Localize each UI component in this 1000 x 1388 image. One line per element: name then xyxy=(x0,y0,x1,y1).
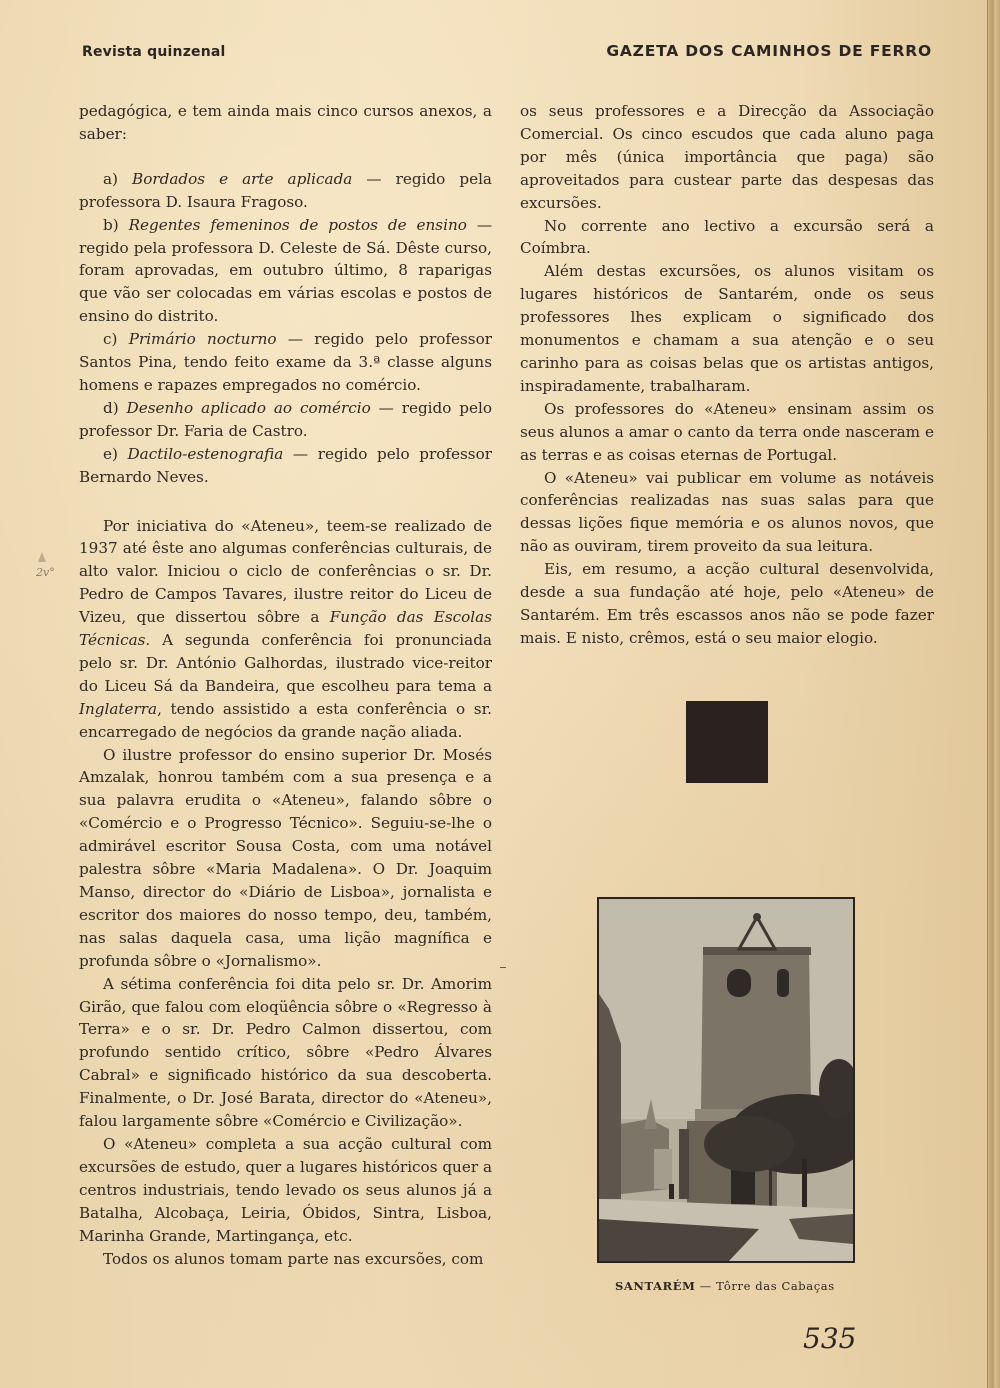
margin-annotation: 2v° xyxy=(36,566,55,579)
summary-paragraph: Eis, em resumo, a acção cultural desenvolvida, desde a sua fundação até hoje, pelo «Ateneu» de Santarém. Em três escassos anos não se pode fazer mais. E nisto, crêmos, está o seu maior elogio. xyxy=(520,560,934,647)
dark-square-block xyxy=(686,701,768,783)
margin-caret-mark xyxy=(38,552,46,562)
italic-title: Inglaterra xyxy=(79,699,158,718)
course-title: Bordados e arte aplicada xyxy=(132,169,353,188)
excursions-paragraph: O «Ateneu» completa a sua acção cultural com excursões de estudo, quer a lugares históricos quer a centros industriais, tendo levado os seus alunos já a Batalha, Alcobaça, Leiria, Óbidos, Sintra, Lisboa, Marinha Grande, Martingança, etc. xyxy=(79,1134,492,1245)
continuation-paragraph: os seus professores e a Direcção da Associação Comercial. Os cinco escudos que cada aluno paga por mês (única importância que paga) são aproveitados para custear parte das despesas das excursões. xyxy=(520,102,934,212)
course-title: Primário nocturno xyxy=(128,330,277,349)
left-column xyxy=(79,100,492,1270)
coimbra-paragraph: No corrente ano lectivo a excursão será a Coímbra. xyxy=(520,216,934,258)
course-title: Dactilo-estenografia xyxy=(127,444,284,463)
seventh-conference-paragraph: A sétima conferência foi dita pelo sr. Dr. Amorim Girão, que falou com eloqüência sôbre o «Regresso à Terra» e o sr. Dr. Pedro Calmon dissertou, com profundo sentido crítico, sôbre «Pedro Álvares Cabral» e significado histórico da sua descoberta. Finalmente, o Dr. José Barata, director do «Ateneu», falou largamente sôbre «Comércio e Civilização». xyxy=(79,974,492,1131)
course-text: — regido pela professora D. Isaura Fragoso. xyxy=(79,169,492,211)
stray-ink-mark xyxy=(500,967,506,968)
caption-place: SANTARÉM xyxy=(615,1279,696,1293)
tower-photograph xyxy=(597,897,855,1263)
text-run: Por iniciativa do «Ateneu», teem-se realizado de 1937 até êste ano algumas conferências culturais, de alto valor. Iniciou o ciclo de conferências o sr. Dr. Pedro de Campos Tavares, ilustre reitor do Liceu de Vizeu, que dissertou sôbre a xyxy=(79,516,492,627)
santarem-visits-paragraph: Além destas excursões, os alunos visitam os lugares históricos de Santarém, onde os seus professores lhes explicam o significado dos monumentos e chamam a sua atenção e o seu carinho para as coisas belas que os artistas antigos, inspiradamente, trabalharam. xyxy=(520,262,934,395)
course-item-a xyxy=(79,168,492,214)
course-item-d xyxy=(79,397,492,443)
course-item-c xyxy=(79,328,492,397)
text-run: , tendo assistido a esta conferência o sr. encarregado de negócios da grande nação aliada. xyxy=(79,699,492,741)
caption-description: — Tôrre das Cabaças xyxy=(695,1279,835,1293)
intro-paragraph: pedagógica, e tem ainda mais cinco cursos anexos, a saber: xyxy=(79,102,492,143)
course-letter: c) xyxy=(103,330,118,349)
course-text: — regido pelo professor Dr. Faria de Castro. xyxy=(79,398,493,440)
course-text: — regido pelo professor Bernardo Neves. xyxy=(79,444,492,486)
publication-paragraph: O «Ateneu» vai publicar em volume as notáveis conferências realizadas nas suas salas para que dessas lições fique memória e os alunos novos, que não as ouviram, tirem proveito da sua leitura. xyxy=(520,468,934,556)
photo-caption xyxy=(615,1279,835,1293)
right-column xyxy=(520,100,934,650)
course-item-b xyxy=(79,214,492,329)
course-letter: e) xyxy=(103,444,118,463)
italic-title: Função das Escolas Técnicas. xyxy=(79,608,492,650)
conferences-paragraph xyxy=(79,515,492,744)
teachers-paragraph: Os professores do «Ateneu» ensinam assim os seus alunos a amar o canto da terra onde nasceram e as terras e as coisas eternas de Portugal. xyxy=(520,399,934,464)
course-title: Regentes femeninos de postos de ensino xyxy=(128,215,467,234)
course-item-e xyxy=(79,443,492,489)
course-letter: d) xyxy=(103,398,119,417)
course-letter: b) xyxy=(103,215,119,234)
course-letter: a) xyxy=(103,169,118,188)
page-number: 535 xyxy=(803,1322,857,1355)
all-students-paragraph: Todos os alunos tomam parte nas excursões, com xyxy=(103,1249,484,1268)
course-text: — regido pelo professor Santos Pina, tendo feito exame da 3.ª classe alguns homens e rapazes empregados no comércio. xyxy=(79,330,492,394)
course-text: — regido pela professora D. Celeste de Sá. Dêste curso, foram aprovadas, em outubro último, 8 raparigas que vão ser colocadas em várias escolas e postos de ensino do distrito. xyxy=(79,215,493,326)
text-run: A segunda conferência foi pronunciada pelo sr. Dr. António Galhordas, ilustrado vice-reitor do Liceu Sá da Bandeira, que escolheu para tema a xyxy=(79,631,492,695)
running-header-right: GAZETA DOS CAMINHOS DE FERRO xyxy=(606,42,932,60)
amzalak-paragraph: O ilustre professor do ensino superior Dr. Mosés Amzalak, honrou também com a sua presença e a sua palavra erudita o «Ateneu», falando sôbre o «Comércio e o Progresso Técnico». Seguiu-se-lhe o admirável escritor Sousa Costa, com uma notável palestra sôbre «Maria Madalena». O Dr. Joaquim Manso, director do «Diário de Lisboa», jornalista e escritor dos maiores do nosso tempo, deu, também, nas salas daquela casa, uma lição magnífica e profunda sôbre o «Jornalismo». xyxy=(79,745,492,970)
running-header-left: Revista quinzenal xyxy=(82,44,226,60)
page-binding-edge xyxy=(987,0,1000,1388)
course-title: Desenho aplicado ao comércio xyxy=(126,398,371,417)
